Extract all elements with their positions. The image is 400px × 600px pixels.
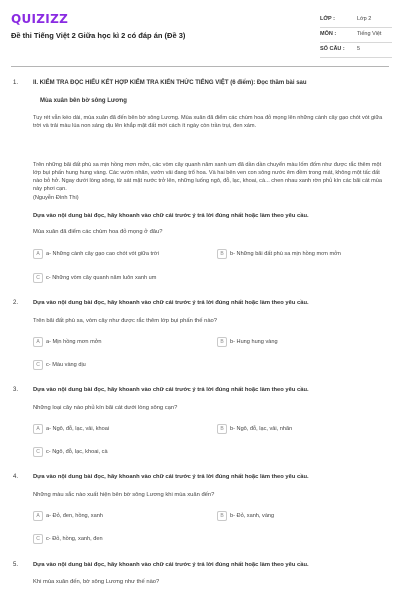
option-text: a- Mịn hồng mơn mởn	[46, 338, 102, 345]
option-letter-badge: B	[217, 424, 227, 434]
option-letter-badge: C	[33, 447, 43, 457]
question-text: Mùa xuân đã điểm các chùm hoa đỏ mọng ở đâu?	[33, 229, 163, 235]
meta-row-question-count	[320, 43, 392, 58]
option-text: c- Màu vàng dịu	[46, 361, 86, 368]
option-text: b- Những bãi đất phù sa mịn hồng mơn mởn	[230, 250, 341, 257]
option-letter-badge: A	[33, 511, 43, 521]
question-number: 4.	[13, 474, 19, 480]
question-instruction: Dựa vào nội dung bài đọc, hãy khoanh vào chữ cái trước ý trả lời đúng nhất hoặc làm theo yêu cầu.	[33, 387, 309, 393]
option-letter-badge: A	[33, 337, 43, 347]
meta-value: Lớp 2	[357, 16, 372, 22]
meta-value: Tiếng Việt	[357, 31, 382, 37]
option-letter-badge: A	[33, 249, 43, 259]
worksheet-meta	[320, 13, 392, 58]
question-number: 1.	[13, 80, 19, 86]
option-letter-badge: B	[217, 249, 227, 259]
passage-title: Mùa xuân bên bờ sông Lương	[40, 98, 127, 104]
header-divider	[11, 66, 389, 67]
question-text: Những loại cây nào phủ kín bãi cát dưới lòng sông cạn?	[33, 405, 178, 411]
meta-row-subject	[320, 28, 392, 43]
question-instruction: Dựa vào nội dung bài đọc, hãy khoanh vào chữ cái trước ý trả lời đúng nhất hoặc làm theo yêu cầu.	[33, 474, 309, 480]
option-letter-badge: B	[217, 511, 227, 521]
question-text: Trên bãi đất phù sa, vòm cây như được rắc thêm lớp bụi phấn thế nào?	[33, 318, 218, 324]
question-instruction: Dựa vào nội dung bài đọc, hãy khoanh vào chữ cái trước ý trả lời đúng nhất hoặc làm theo yêu cầu.	[33, 213, 309, 219]
option-text: a- Đỏ, đen, hồng, xanh	[46, 512, 103, 519]
meta-key: MÔN :	[320, 31, 337, 37]
question-instruction: Dựa vào nội dung bài đọc, hãy khoanh vào chữ cái trước ý trả lời đúng nhất hoặc làm theo yêu cầu.	[33, 300, 309, 306]
question-text: Những màu sắc nào xuất hiện bên bờ sông Lương khi mùa xuân đến?	[33, 492, 215, 498]
meta-key: LỚP :	[320, 16, 335, 22]
passage-paragraph: Trên những bãi đất phù sa mịn hồng mơn mởn, các vòm cây quanh năm xanh um đã dần dần chuyển màu lốm đốm như được rắc thêm một lớp bụi phấn hung hung vàng. Các vườn nhãn, vườn vải đang trổ hoa. Và hai bên ven con sông nước êm đềm trong mát, không một tấc đất nào bỏ hở. Ngay dưới lòng sông, từ sát mặt nước trở lên, những luống ngô, đỗ, lạc, khoai, cà... chen nhau xanh rờn phủ kín các bãi cát mùa này phơi cạn.	[33, 162, 382, 192]
quizizz-logo: QUIZIZZ	[11, 12, 69, 26]
meta-key: SỐ CÂU :	[320, 46, 345, 52]
option-letter-badge: C	[33, 273, 43, 283]
question-number: 2.	[13, 300, 19, 306]
question-number: 3.	[13, 387, 19, 393]
option-letter-badge: C	[33, 360, 43, 370]
worksheet-title: Đề thi Tiếng Việt 2 Giữa học kì 2 có đáp án (Đề 3)	[11, 31, 186, 40]
option-text: c- Những vòm cây quanh năm luôn xanh um	[46, 274, 157, 281]
option-text: a- Những cành cây gạo cao chót vót giữa trời	[46, 250, 159, 257]
option-text: b- Hung hung vàng	[230, 338, 278, 345]
question-number: 5.	[13, 562, 19, 568]
option-letter-badge: B	[217, 337, 227, 347]
passage-paragraph: Tuy rét vẫn kéo dài, mùa xuân đã đến bên bờ sông Lương. Mùa xuân đã điểm các chùm hoa đỏ mọng lên những cành cây gạo chót vót giữa trời và trải màu lúa non sáng dịu lên khắp mặt đất mới cách ít ngày còn trần trụi, đen xám.	[33, 115, 383, 129]
meta-value: 5	[357, 46, 361, 52]
meta-row-class	[320, 13, 392, 28]
option-letter-badge: C	[33, 534, 43, 544]
option-letter-badge: A	[33, 424, 43, 434]
passage-author: (Nguyễn Đình Thi)	[33, 195, 79, 201]
option-text: b- Ngô, đỗ, lạc, vải, nhãn	[230, 425, 293, 432]
section-heading: II. KIỂM TRA ĐỌC HIỂU KẾT HỢP KIỂM TRA KIẾN THỨC TIẾNG VIỆT (6 điểm): Đọc thầm bài sau	[33, 80, 307, 86]
worksheet-header	[0, 0, 400, 62]
question-text: Khi mùa xuân đến, bờ sông Lương như thế nào?	[33, 579, 160, 585]
question-instruction: Dựa vào nội dung bài đọc, hãy khoanh vào chữ cái trước ý trả lời đúng nhất hoặc làm theo yêu cầu.	[33, 562, 309, 568]
option-text: b- Đỏ, xanh, vàng	[230, 512, 275, 519]
option-text: c- Đỏ, hồng, xanh, đen	[46, 535, 103, 542]
option-text: a- Ngô, đỗ, lạc, vải, khoai	[46, 425, 110, 432]
option-text: c- Ngô, đỗ, lạc, khoai, cà	[46, 448, 108, 455]
